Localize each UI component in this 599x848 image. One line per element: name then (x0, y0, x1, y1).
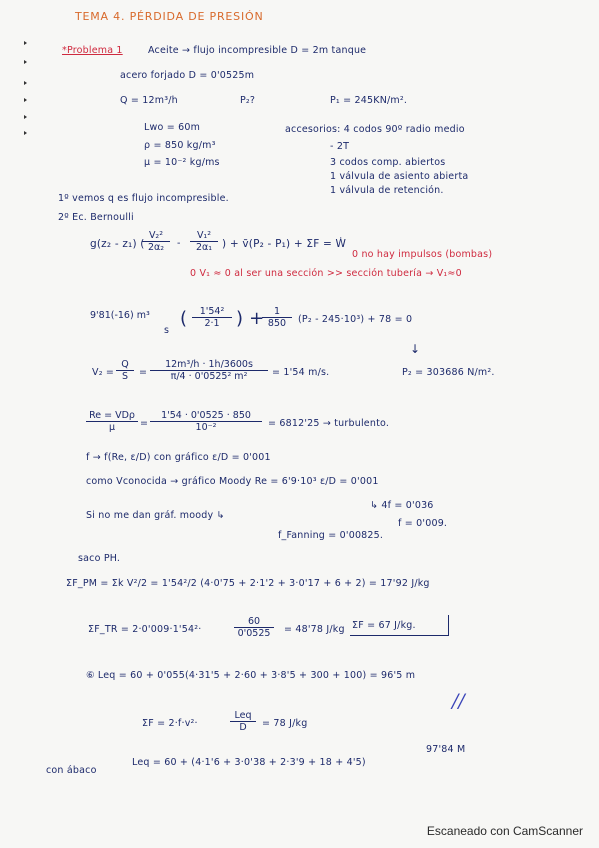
bernoulli-right: ) + ṽ(P₂ - P₁) + ΣF = Ẇ (222, 238, 347, 250)
margin-mark (24, 115, 27, 119)
abaco-result: 97'84 M (426, 744, 466, 755)
sum-f-tr-label: ΣF_TR = 2·0'009·1'54²· (88, 624, 202, 635)
bernoulli-left: g(z₂ - z₁) ( (90, 238, 145, 250)
scanner-watermark: Escaneado con CamScanner (426, 824, 583, 838)
sum-f-tr-result: = 48'78 J/kg (284, 624, 345, 635)
bernoulli-v1-fraction (190, 230, 218, 253)
v2-qs-fraction (116, 359, 134, 382)
v2-result: = 1'54 m/s. (272, 367, 330, 378)
sum-f-2-result: = 78 J/kg (262, 718, 308, 729)
re-equals: = (140, 418, 149, 429)
viscosity-value: μ = 10⁻² kg/ms (144, 157, 220, 168)
flow-rate: Q = 12m³/h (120, 95, 178, 106)
down-arrow-icon: ↓ (410, 342, 421, 356)
sub-right: (P₂ - 245·10³) + 78 = 0 (298, 314, 413, 325)
fittings-line: accesorios: 4 codos 90º radio medio (285, 124, 465, 135)
pipe-spec: acero forjado D = 0'0525m (120, 70, 255, 81)
note-v1-zero: 0 V₁ ≈ 0 al ser una sección >> sección tubería → V₁≈0 (190, 268, 462, 279)
fraction-numerator: Re = VDρ (86, 410, 138, 422)
bernoulli-minus: - (177, 238, 181, 249)
v2-equals: = (139, 367, 148, 378)
sub-density-fraction (262, 306, 292, 329)
step-1: 1º vemos q es flujo incompresible. (58, 193, 229, 204)
page-title: TEMA 4. PÉRDIDA DE PRESIÓN (75, 10, 264, 23)
margin-mark (24, 81, 27, 85)
fraction-denominator: 10⁻² (195, 422, 217, 433)
sub-velocity-fraction (192, 306, 232, 329)
length-value: Lwo = 60m (144, 122, 201, 133)
fraction-denominator: 2α₂ (147, 242, 165, 253)
fittings-line: 3 codos comp. abiertos (330, 157, 446, 168)
v2-label: V₂ = (92, 367, 115, 378)
abaco-equation: Leq = 60 + (4·1'6 + 3·0'38 + 2·3'9 + 18 + 4'5) (132, 757, 366, 768)
margin-mark (24, 98, 27, 102)
margin-mark (24, 41, 27, 45)
sum-f-tr-fraction (234, 616, 274, 639)
problem-statement: Aceite → flujo incompresible D = 2m tanque (148, 45, 367, 56)
fraction-denominator: 850 (267, 318, 287, 329)
sum-f-total: ΣF = 67 J/kg. (352, 620, 416, 631)
sub-paren-open: ( (180, 308, 188, 329)
sum-f-2: ΣF = 2·f·v²· (142, 718, 198, 729)
bernoulli-v2-fraction (142, 230, 170, 253)
fraction-numerator: 60 (234, 616, 274, 628)
fraction-denominator: D (239, 722, 247, 733)
fraction-denominator: S (121, 371, 129, 382)
friction-dependency: f → f(Re, ε/D) con gráfico ε/D = 0'001 (86, 452, 271, 463)
step-2: 2º Ec. Bernoulli (58, 212, 134, 223)
p2-result: P₂ = 303686 N/m². (402, 367, 495, 378)
fraction-denominator: 2·1 (204, 318, 220, 329)
p1-value: P₁ = 245KN/m². (330, 95, 408, 106)
fraction-denominator: π/4 · 0'0525² m² (170, 371, 248, 382)
fanning-value: f_Fanning = 0'00825. (278, 530, 384, 541)
re-definition (86, 410, 138, 433)
fraction-denominator: 2α₁ (195, 242, 213, 253)
moody-line: como Vconocida → gráfico Moody Re = 6'9·10³ ε/D = 0'001 (86, 476, 379, 487)
re-result: = 6812'25 → turbulento. (268, 418, 390, 429)
fraction-numerator: Q (116, 359, 134, 371)
double-bar-mark: // (452, 690, 465, 712)
fraction-numerator: 12m³/h · 1h/3600s (150, 359, 268, 371)
sub-g-text: 9'81(-16) m³ (90, 310, 150, 321)
sum-f-pm: ΣF_PM = Σk V²/2 = 1'54²/2 (4·0'75 + 2·1'2 + 3·0'17 + 6 + 2) = 17'92 J/kg (66, 578, 430, 589)
fraction-denominator: μ (108, 422, 116, 433)
fraction-numerator: V₂² (142, 230, 170, 242)
moody-f-value: ↳ 4f = 0'036 (370, 500, 434, 511)
fraction-numerator: 1 (262, 306, 292, 318)
sub-paren-close: ) + (236, 308, 265, 329)
fraction-numerator: Leq (230, 710, 256, 722)
fraction-denominator: 0'0525 (237, 628, 271, 639)
abaco-label: con ábaco (46, 765, 97, 776)
margin-mark (24, 131, 27, 135)
re-fraction (150, 410, 262, 433)
sub-g-term (90, 310, 180, 321)
sub-g-den: s (164, 325, 170, 336)
leq-line: ⑥ Leq = 60 + 0'055(4·31'5 + 2·60 + 3·8'5 + 300 + 100) = 96'5 m (86, 670, 416, 681)
fittings-line: 1 válvula de asiento abierta (330, 171, 469, 182)
note-no-pumps: 0 no hay impulsos (bombas) (352, 249, 493, 260)
f-value: f = 0'009. (398, 518, 448, 529)
density-value: ρ = 850 kg/m³ (144, 140, 216, 151)
p2-unknown: P₂? (240, 95, 256, 106)
fraction-numerator: 1'54² (192, 306, 232, 318)
fittings-line: - 2T (330, 141, 350, 152)
no-moody-line: Si no me dan gráf. moody ↳ (86, 510, 225, 521)
answer-box (350, 615, 449, 636)
problem-label: *Problema 1 (62, 45, 123, 56)
fraction-numerator: V₁² (190, 230, 218, 242)
fittings-line: 1 válvula de retención. (330, 185, 444, 196)
saco-line: saco PH. (78, 553, 121, 564)
fraction-numerator: 1'54 · 0'0525 · 850 (150, 410, 262, 422)
v2-big-fraction (150, 359, 268, 382)
sum-f-2-fraction (230, 710, 256, 733)
margin-mark (24, 60, 27, 64)
